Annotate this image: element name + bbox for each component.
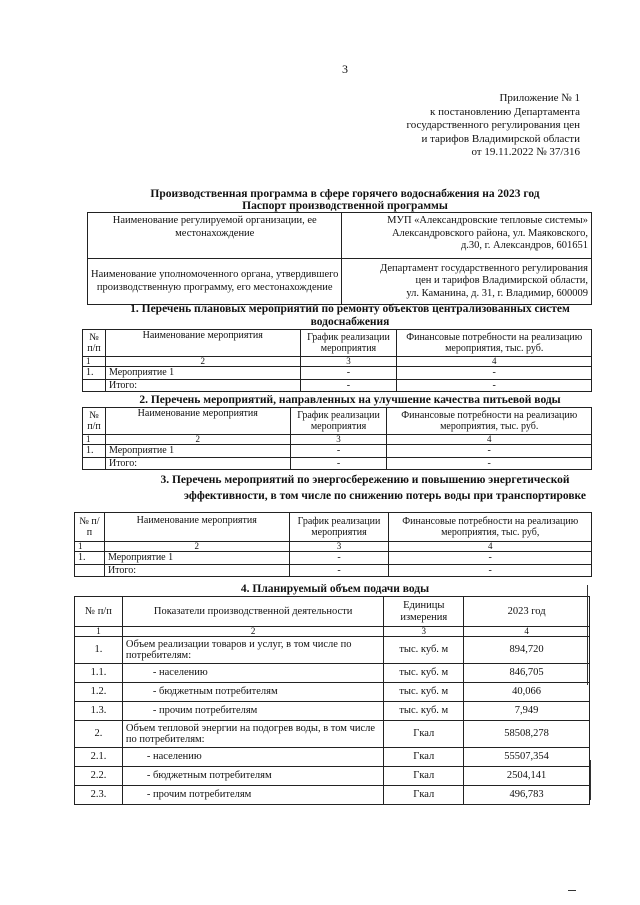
measure-name: Мероприятие 1 [105,367,300,380]
col-number: 3 [290,435,387,445]
section2-table [82,407,592,470]
document-title: Производственная программа в сфере горячего водоснабжения на 2023 год [150,188,540,200]
row-number [75,564,105,577]
measure-schedule: - [290,445,387,458]
passport-authority-value [342,259,592,305]
col-header: Показатели производственной деятельности [122,597,383,627]
row-number: 2.1. [75,748,123,767]
col-number: 1 [83,435,106,445]
appendix-line: государственного регулирования цен [406,119,580,131]
measure-finance: - [387,445,592,458]
total-label: Итого: [104,564,289,577]
indicator-value: 2504,141 [464,767,590,786]
row-number: 2.2. [75,767,123,786]
row-number: 1. [83,445,106,458]
col-number: 4 [464,627,590,637]
passport-authority-line: ул. Каманина, д. 31, г. Владимир, 600009 [406,287,588,299]
col-header: 2023 год [464,597,590,627]
appendix-block [380,92,580,160]
indicator-value: 58508,278 [464,721,590,748]
indicator-name: - населению [122,664,383,683]
passport-table [87,212,592,305]
row-number: 1. [83,367,106,380]
col-header: Финансовые потребности на реализацию мероприятия, тыс. руб. [387,408,592,435]
scan-mark [590,760,591,800]
total-finance: - [387,457,592,470]
col-number: 4 [397,357,592,367]
col-header: № п/п [83,330,106,357]
section4-table [74,596,590,805]
row-number: 1.1. [75,664,123,683]
measure-name: Мероприятие 1 [105,445,290,458]
col-header: № п/п [75,513,105,542]
col-header: Наименование мероприятия [105,408,290,435]
passport-org-line: МУП «Александровские тепловые системы» [387,215,588,226]
total-schedule: - [290,457,387,470]
passport-org-line: д.30, г. Александров, 601651 [460,240,588,251]
col-number: 4 [387,435,592,445]
indicator-unit: Гкал [384,786,464,805]
indicator-value: 7,949 [464,702,590,721]
col-header: № п/п [75,597,123,627]
appendix-line: к постановлению Департамента [429,105,580,118]
indicator-name: - прочим потребителям [122,702,383,721]
row-number: 2. [75,721,123,748]
passport-org-label: Наименование регулируемой организации, ее местонахождение [88,213,342,259]
total-finance: - [397,379,592,392]
col-number: 3 [384,627,464,637]
indicator-name: - прочим потребителям [122,786,383,805]
indicator-name: Объем тепловой энергии на подогрев воды, в том числе по потребителям: [122,721,383,748]
indicator-unit: Гкал [384,721,464,748]
total-label: Итого: [105,379,300,392]
col-header: Финансовые потребности на реализацию мероприятия, тыс. руб, [389,513,592,542]
indicator-value: 496,783 [464,786,590,805]
col-number: 2 [122,627,383,637]
indicator-name: Объем реализации товаров и услуг, в том числе по потребителям: [122,637,383,664]
col-header: График реализации мероприятия [289,513,389,542]
indicator-unit: тыс. куб. м [384,664,464,683]
col-number: 1 [83,357,106,367]
col-number: 2 [105,357,300,367]
measure-name: Мероприятие 1 [104,552,289,565]
row-number: 1.2. [75,683,123,702]
row-number [83,379,106,392]
appendix-line: от 19.11.2022 № 37/316 [471,146,580,158]
col-number: 1 [75,542,105,552]
total-schedule: - [300,379,397,392]
col-number: 2 [105,435,290,445]
col-header: График реализации мероприятия [300,330,397,357]
total-finance: - [389,564,592,577]
indicator-unit: тыс. куб. м [384,683,464,702]
col-header: Наименование мероприятия [105,330,300,357]
scan-mark [568,890,576,891]
passport-authority-line: Департамент государственного регулирования [380,262,588,274]
row-number: 1. [75,552,105,565]
indicator-name: - бюджетным потребителям [122,767,383,786]
measure-finance: - [397,367,592,380]
passport-authority-label: Наименование уполномоченного органа, утвердившего производственную программу, его местонахождение [88,259,342,305]
col-number: 3 [300,357,397,367]
row-number: 1. [75,637,123,664]
col-number: 4 [389,542,592,552]
passport-authority-line: цен и тарифов Владимирской области, [415,275,588,287]
col-number: 3 [289,542,389,552]
passport-org-value [342,213,592,259]
appendix-line: Приложение № 1 [499,92,580,104]
measure-schedule: - [289,552,389,565]
measure-finance: - [389,552,592,565]
col-number: 1 [75,627,123,637]
page-number: 3 [342,62,348,76]
indicator-unit: тыс. куб. м [384,702,464,721]
col-header: График реализации мероприятия [290,408,387,435]
col-header: Финансовые потребности на реализацию мероприятия, тыс. руб. [397,330,592,357]
measure-schedule: - [300,367,397,380]
appendix-line: и тарифов Владимирской области [421,132,580,145]
col-header: Наименование мероприятия [104,513,289,542]
indicator-unit: тыс. куб. м [384,637,464,664]
section2-heading: 2. Перечень мероприятий, направленных на улучшение качества питьевой воды [139,394,561,406]
total-label: Итого: [105,457,290,470]
scan-mark [587,585,588,685]
row-number: 1.3. [75,702,123,721]
section3-heading-line1: 3. Перечень мероприятий по энергосбережению и повышению энергетической [160,474,570,486]
section1-heading: 1. Перечень плановых мероприятий по ремонту объектов централизованных систем водоснабжения [130,303,570,328]
row-number: 2.3. [75,786,123,805]
section4-heading: 4. Планируемый объем подачи воды [240,583,430,595]
section3-table [74,512,592,577]
section3-heading-line2: эффективности, в том числе по снижению потерь воды при транспортировке [184,490,586,502]
indicator-unit: Гкал [384,767,464,786]
passport-subtitle: Паспорт производственной программы [242,200,448,212]
row-number [83,457,106,470]
indicator-value: 894,720 [464,637,590,664]
indicator-name: - населению [122,748,383,767]
col-number: 2 [104,542,289,552]
indicator-value: 846,705 [464,664,590,683]
col-header: Единицы измерения [384,597,464,627]
indicator-value: 40,066 [464,683,590,702]
passport-org-line: Александровского района, ул. Маяковского, [391,227,588,239]
total-schedule: - [289,564,389,577]
indicator-value: 55507,354 [464,748,590,767]
indicator-unit: Гкал [384,748,464,767]
indicator-name: - бюджетным потребителям [122,683,383,702]
col-header: № п/п [83,408,106,435]
section1-table [82,329,592,392]
